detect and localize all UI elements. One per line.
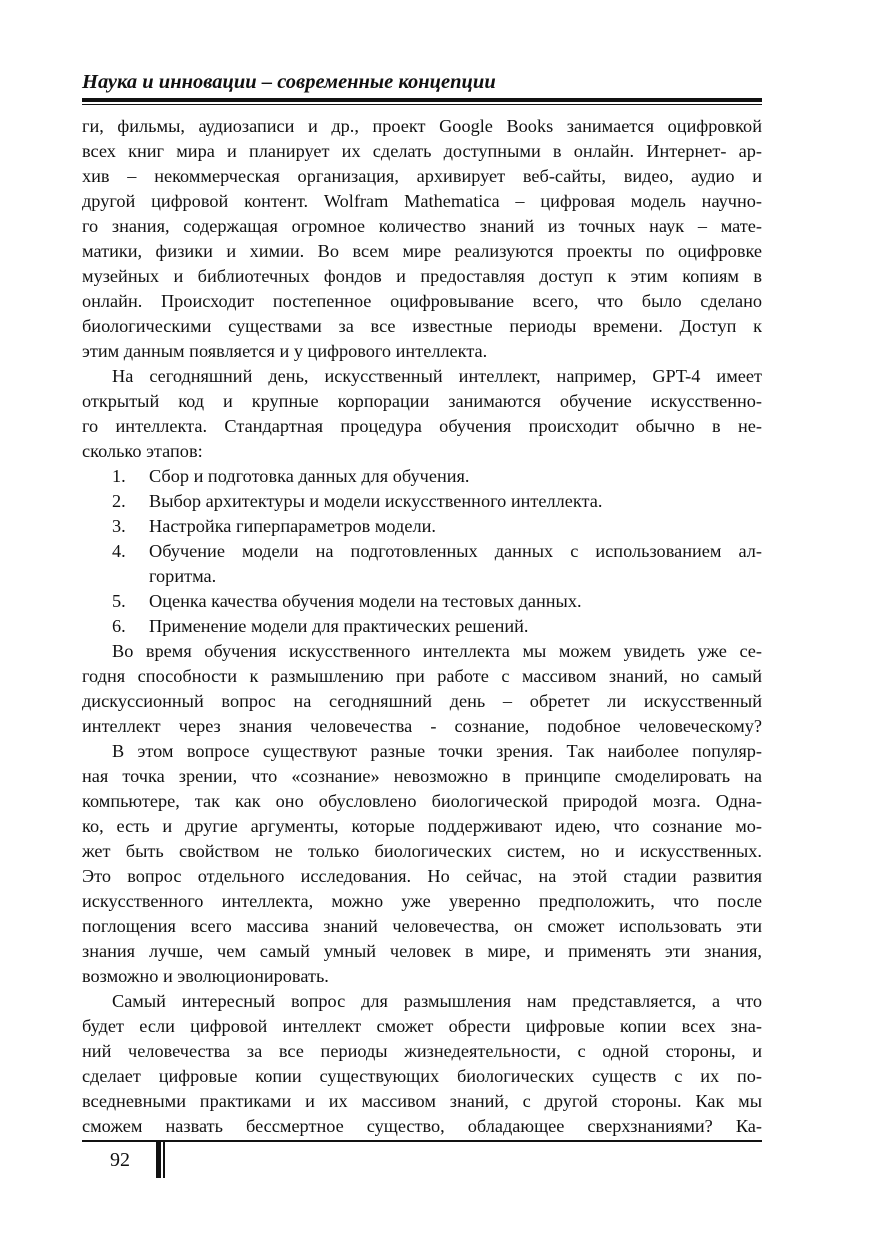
text-line: музейных и библиотечных фондов и предоставляя доступ к этим копиям в [82, 266, 762, 286]
list-item-text: Применение модели для практических решений. [149, 616, 529, 636]
page-content [82, 114, 762, 1139]
text-line: ная точка зрении, что «сознание» невозможно в принципе смоделировать на [82, 766, 762, 786]
list-item-text: Обучение модели на подготовленных данных с использованием ал- [149, 541, 762, 561]
text-line: ко, есть и другие аргументы, которые поддерживают идею, что сознание мо- [82, 816, 762, 836]
list-item-text: Сбор и подготовка данных для обучения. [149, 466, 470, 486]
list-item [82, 489, 762, 514]
list-item [82, 514, 762, 539]
text-line: онлайн. Происходит постепенное оцифровывание всего, что было сделано [82, 291, 762, 311]
running-header: Наука и инновации – современные концепции [82, 71, 496, 93]
page-number-bar-thin [163, 1142, 165, 1178]
list-item [82, 539, 762, 564]
text-line: матики, физики и химии. Во всем мире реализуются проекты по оцифровке [82, 241, 762, 261]
list-item [82, 589, 762, 614]
paragraph-3 [82, 639, 762, 739]
paragraph-4 [82, 739, 762, 989]
steps-list [82, 464, 762, 639]
text-line: хив – некоммерческая организация, архивирует веб-сайты, видео, аудио и [82, 166, 762, 186]
book-page [82, 0, 762, 1240]
list-item-number: 1. [112, 466, 126, 486]
list-item-continuation [82, 564, 762, 589]
text-line: знания лучше, чем самый умный человек в мире, и применять эти знания, [82, 941, 762, 961]
list-item-text: Настройка гиперпараметров модели. [149, 516, 436, 536]
text-line: Самый интересный вопрос для размышления нам представляется, а что [112, 991, 762, 1011]
list-item-number: 3. [112, 516, 126, 536]
header-rule-thin [82, 104, 762, 105]
paragraph-5 [82, 989, 762, 1139]
text-line: В этом вопросе существуют разные точки зрения. Так наиболее популяр- [112, 741, 762, 761]
text-line: Во время обучения искусственного интеллекта мы можем увидеть уже се- [112, 641, 762, 661]
page-number-bar [156, 1142, 161, 1178]
text-line: сколько этапов: [82, 441, 203, 461]
text-line: интеллект через знания человечества - сознание, подобное человеческому? [82, 716, 762, 736]
footer-rule [82, 1140, 762, 1142]
text-line: жет быть свойством не только биологических систем, но и искусственных. [82, 841, 762, 861]
text-line: будет если цифровой интеллект сможет обрести цифровые копии всех зна- [82, 1016, 762, 1036]
text-line: сделает цифровые копии существующих биологических существ с их по- [82, 1066, 762, 1086]
paragraph-1 [82, 114, 762, 364]
list-item-text: Оценка качества обучения модели на тестовых данных. [149, 591, 582, 611]
text-line: компьютере, так как оно обусловлено биологической природой мозга. Одна- [82, 791, 762, 811]
text-line: го знания, содержащая огромное количество знаний из точных наук – мате- [82, 216, 762, 236]
text-line: всех книг мира и планирует их сделать доступными в онлайн. Интернет- ар- [82, 141, 762, 161]
text-line: другой цифровой контент. Wolfram Mathematica – цифровая модель научно- [82, 191, 762, 211]
text-line: открытый код и крупные корпорации занимаются обучение искусственно- [82, 391, 762, 411]
list-item-text: горитма. [149, 566, 217, 586]
text-line: вседневными практиками и их массивом знаний, с другой стороны. Как мы [82, 1091, 762, 1111]
list-item-number: 4. [112, 541, 126, 561]
text-line: сможем назвать бессмертное существо, обладающее сверхзнаниями? Ка- [82, 1116, 762, 1136]
list-item-number: 6. [112, 616, 126, 636]
text-line: искусственного интеллекта, можно уже уверенно предположить, что после [82, 891, 762, 911]
header-rule-thick [82, 98, 762, 102]
text-line: го интеллекта. Стандартная процедура обучения происходит обычно в не- [82, 416, 762, 436]
list-item-text: Выбор архитектуры и модели искусственного интеллекта. [149, 491, 603, 511]
text-line: поглощения всего массива знаний человечества, он сможет использовать эти [82, 916, 762, 936]
paragraph-2 [82, 364, 762, 464]
text-line: годня способности к размышлению при работе с массивом знаний, но самый [82, 666, 762, 686]
page-number: 92 [110, 1149, 130, 1171]
text-line: На сегодняшний день, искусственный интеллект, например, GPT-4 имеет [112, 366, 762, 386]
list-item [82, 464, 762, 489]
text-line: Это вопрос отдельного исследования. Но сейчас, на этой стадии развития [82, 866, 762, 886]
list-item [82, 614, 762, 639]
text-line: возможно и эволюционировать. [82, 966, 329, 986]
text-line: дискуссионный вопрос на сегодняшний день – обретет ли искусственный [82, 691, 762, 711]
text-line: этим данным появляется и у цифрового интеллекта. [82, 341, 488, 361]
list-item-number: 5. [112, 591, 126, 611]
list-item-number: 2. [112, 491, 126, 511]
text-line: биологическими существами за все известные периоды времени. Доступ к [82, 316, 762, 336]
text-line: ний человечества за все периоды жизнедеятельности, с одной стороны, и [82, 1041, 762, 1061]
text-line: ги, фильмы, аудиозаписи и др., проект Google Books занимается оцифровкой [82, 116, 762, 136]
